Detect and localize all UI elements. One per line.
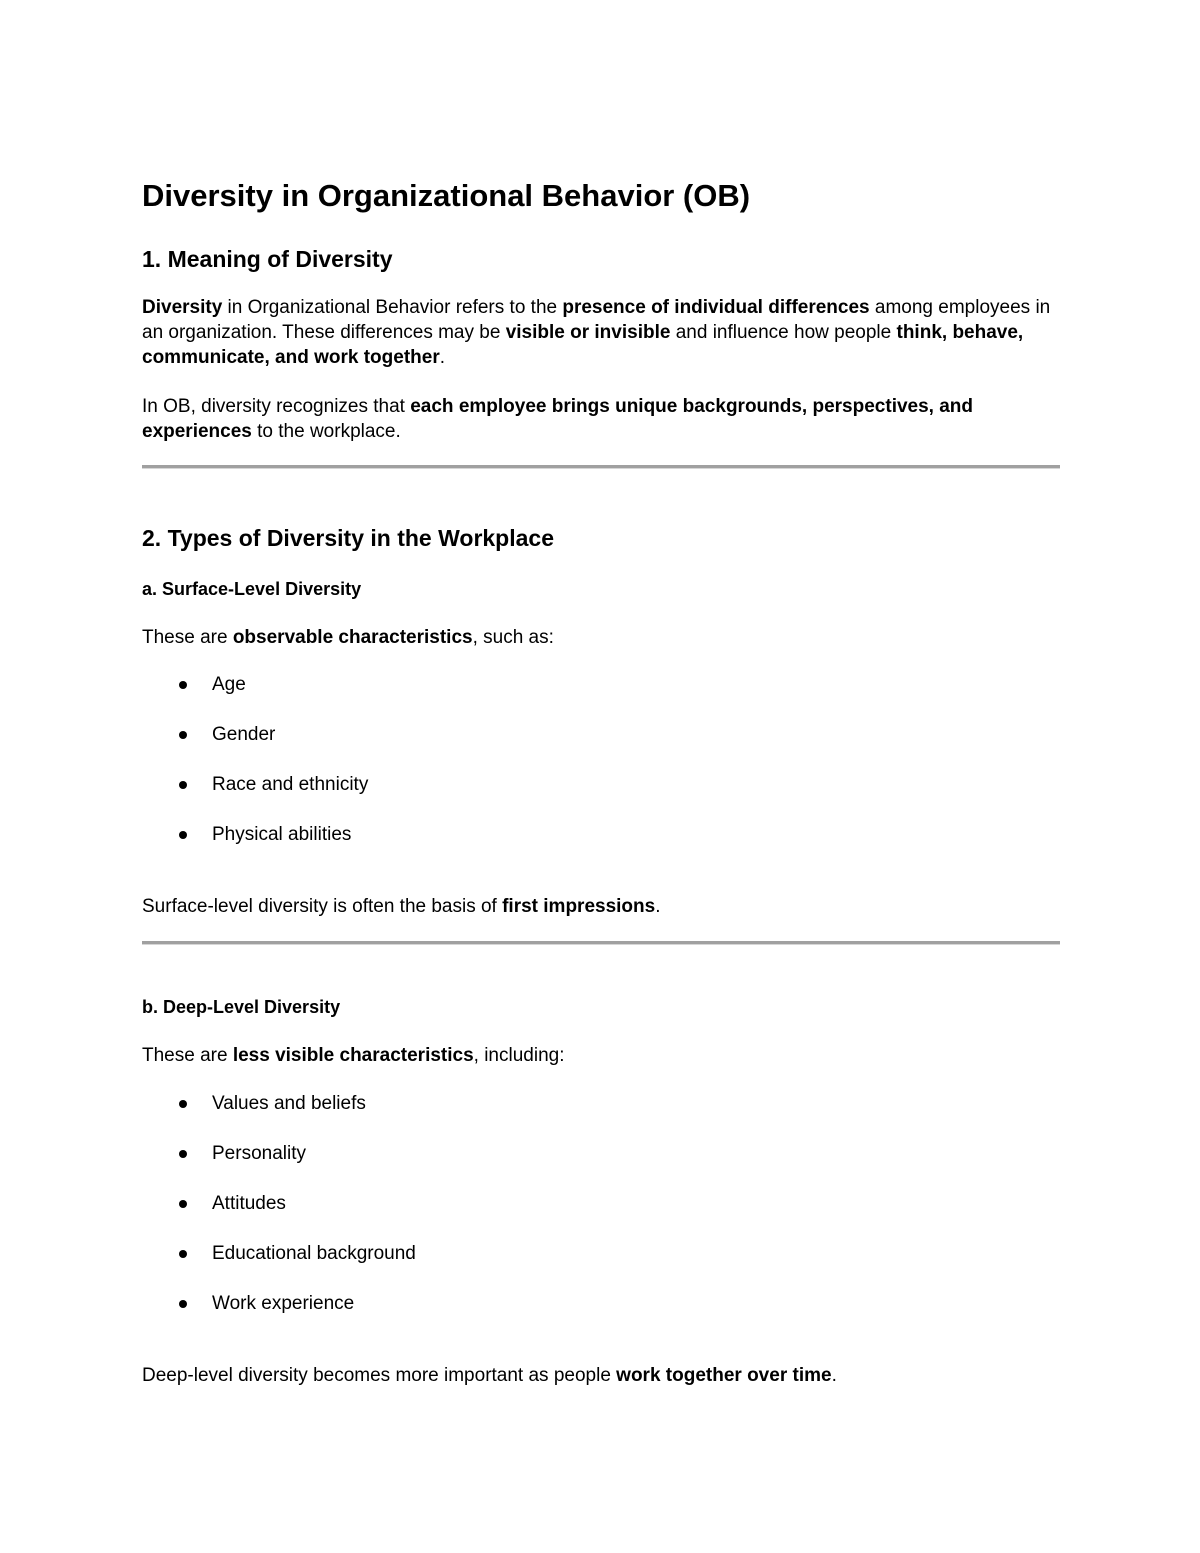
meaning-paragraph-1 [142,295,1060,370]
meaning-paragraph-2 [142,394,1060,444]
list-item [142,822,368,872]
list-item-text: Age [212,674,246,695]
bullet-icon [179,1150,187,1158]
text: to the workplace. [251,421,401,442]
bullet-icon [179,731,187,739]
surface-intro [142,625,1060,650]
list-item-text: Race and ethnicity [212,774,369,795]
horizontal-divider [142,941,1060,945]
list-item-text: Gender [212,724,276,745]
list-item-text: Values and beliefs [212,1093,366,1114]
text: Deep-level diversity becomes more important as people [142,1365,617,1386]
bullet-icon [179,781,187,789]
bold-text: observable characteristics [232,627,473,648]
bold-text: first impressions [502,896,656,917]
list-item [142,1241,416,1291]
text: . [655,896,661,917]
list-item-text: Educational background [212,1243,416,1264]
text: . [831,1365,837,1386]
bullet-icon [179,1200,187,1208]
list-item [142,1141,416,1191]
deep-intro [142,1043,1060,1068]
list-item-text: Physical abilities [212,824,352,845]
section-heading-meaning: 1. Meaning of Diversity [142,246,393,272]
list-item [142,772,368,822]
text: These are [142,627,233,648]
text: and influence how people [670,322,897,343]
deep-level-list [142,1091,416,1341]
horizontal-divider [142,465,1060,469]
bold-text: Diversity [142,297,223,318]
bullet-icon [179,831,187,839]
text: In OB, diversity recognizes that [142,396,411,417]
subheading-surface-level: a. Surface-Level Diversity [142,579,362,599]
section-heading-types: 2. Types of Diversity in the Workplace [142,525,555,551]
text: . [439,347,446,368]
list-item [142,722,368,772]
bold-text: less visible characteristics [232,1045,474,1066]
list-item-text: Personality [212,1143,306,1164]
list-item [142,1191,416,1241]
page-title: Diversity in Organizational Behavior (OB) [142,178,751,213]
surface-level-list [142,672,368,872]
bold-text: visible or invisible [505,322,671,343]
surface-summary [142,894,1060,919]
bullet-icon [179,1300,187,1308]
text: in Organizational Behavior refers to the [222,297,563,318]
list-item-text: Attitudes [212,1193,286,1214]
bold-text: presence of individual differences [562,297,870,318]
text: These are [142,1045,233,1066]
deep-summary [142,1363,1060,1388]
list-item [142,1091,416,1141]
bullet-icon [179,681,187,689]
text: Surface-level diversity is often the basis of [142,896,503,917]
bullet-icon [179,1250,187,1258]
text: among employees in an organization. These differences may be [142,297,1051,343]
bold-text: work together over time [616,1365,832,1386]
subheading-deep-level: b. Deep-Level Diversity [142,997,341,1017]
list-item-text: Work experience [212,1293,355,1314]
list-item [142,1291,416,1341]
text: , including: [473,1045,565,1066]
bold-text: think, behave, communicate, and work together [142,322,1024,368]
bullet-icon [179,1100,187,1108]
bold-text: each employee brings unique backgrounds, perspectives, and experiences [142,396,974,442]
list-item [142,672,368,722]
text: , such as: [472,627,554,648]
